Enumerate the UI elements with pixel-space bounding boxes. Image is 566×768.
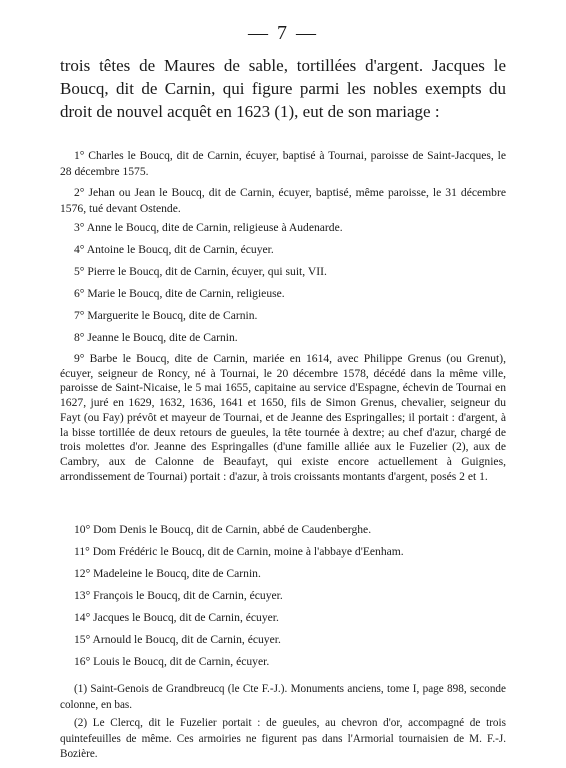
list-item: 1° Charles le Boucq, dit de Carnin, écuyer, baptisé à Tournai, paroisse de Saint-Jacques, le 28 décembre 1575.: [60, 149, 506, 178]
list-item: 8° Jeanne le Boucq, dite de Carnin.: [74, 331, 238, 344]
list-item: 13° François le Boucq, dit de Carnin, écuyer.: [74, 589, 283, 602]
list-item: 16° Louis le Boucq, dit de Carnin, écuyer.: [74, 655, 270, 668]
list-item: 4° Antoine le Boucq, dit de Carnin, écuyer.: [74, 243, 274, 256]
list-item: 9° Barbe le Boucq, dite de Carnin, mariée en 1614, avec Philippe Grenus (ou Grenut), écuyer, seigneur de Roncy, né à Tournai, le 20 décembre 1578, décédé dans la même ville, paroisse de Saint-Nicaise, le 5 mai 1655, capitaine au service d'Espagne, échevin de Tournai en 1627, juré en 1629, 1632, 1636, 1641 et 1650, fils de Simon Grenus, chevalier, seigneur du Fayt (ou Fay) prévôt et mayeur de Tournai, et de Jeanne des Espringalles; il portait : d'argent, à la bisse tortillée de deux retours de gueules, la tête tournée à dextre; au chef d'azur, chargé de trois molettes d'or. Jeanne des Espringalles (d'une famille alliée aux le Fuzelier (2), aux de Cambry, aux de Calonne de Beaufayt, qui existe encore actuellement à Guignies, arrondissement de Tournai) portait : d'azur, à trois croissants montants d'argent, posés 2 et 1.: [60, 352, 506, 483]
footnote: (2) Le Clercq, dit le Fuzelier portait : de gueules, au chevron d'or, accompagné de trois quintefeuilles de même. Ces armoiries ne figurent pas dans l'Armorial tournaisien de M. F.-J. Bozière.: [60, 717, 506, 760]
list-item: 6° Marie le Boucq, dite de Carnin, religieuse.: [74, 287, 285, 300]
list-item: 3° Anne le Boucq, dite de Carnin, religieuse à Audenarde.: [74, 221, 343, 234]
list-item: 10° Dom Denis le Boucq, dit de Carnin, abbé de Caudenberghe.: [74, 523, 372, 536]
list-item: 5° Pierre le Boucq, dit de Carnin, écuyer, qui suit, VII.: [74, 265, 327, 278]
page-number: — 7 —: [248, 22, 318, 44]
list-item: 15° Arnould le Boucq, dit de Carnin, écuyer.: [74, 633, 281, 646]
list-item: 2° Jehan ou Jean le Boucq, dit de Carnin, écuyer, baptisé, même paroisse, le 31 décembre 1576, tué devant Ostende.: [60, 186, 506, 215]
footnotes: [60, 682, 506, 766]
list-item: 12° Madeleine le Boucq, dite de Carnin.: [74, 567, 261, 580]
list-item: 14° Jacques le Boucq, dit de Carnin, écuyer.: [74, 611, 279, 624]
list-item: 7° Marguerite le Boucq, dite de Carnin.: [74, 309, 258, 322]
list-item: 11° Dom Frédéric le Boucq, dit de Carnin, moine à l'abbaye d'Eenham.: [74, 545, 404, 558]
footnote: (1) Saint-Genois de Grandbreucq (le Cte F.-J.). Monuments anciens, tome I, page 898, seconde colonne, en bas.: [60, 683, 506, 711]
intro-paragraph: trois têtes de Maures de sable, tortillées d'argent. Jacques le Boucq, dit de Carnin, qui figure parmi les nobles exempts du droit de nouvel acquêt en 1623 (1), eut de son mariage :: [60, 56, 506, 121]
